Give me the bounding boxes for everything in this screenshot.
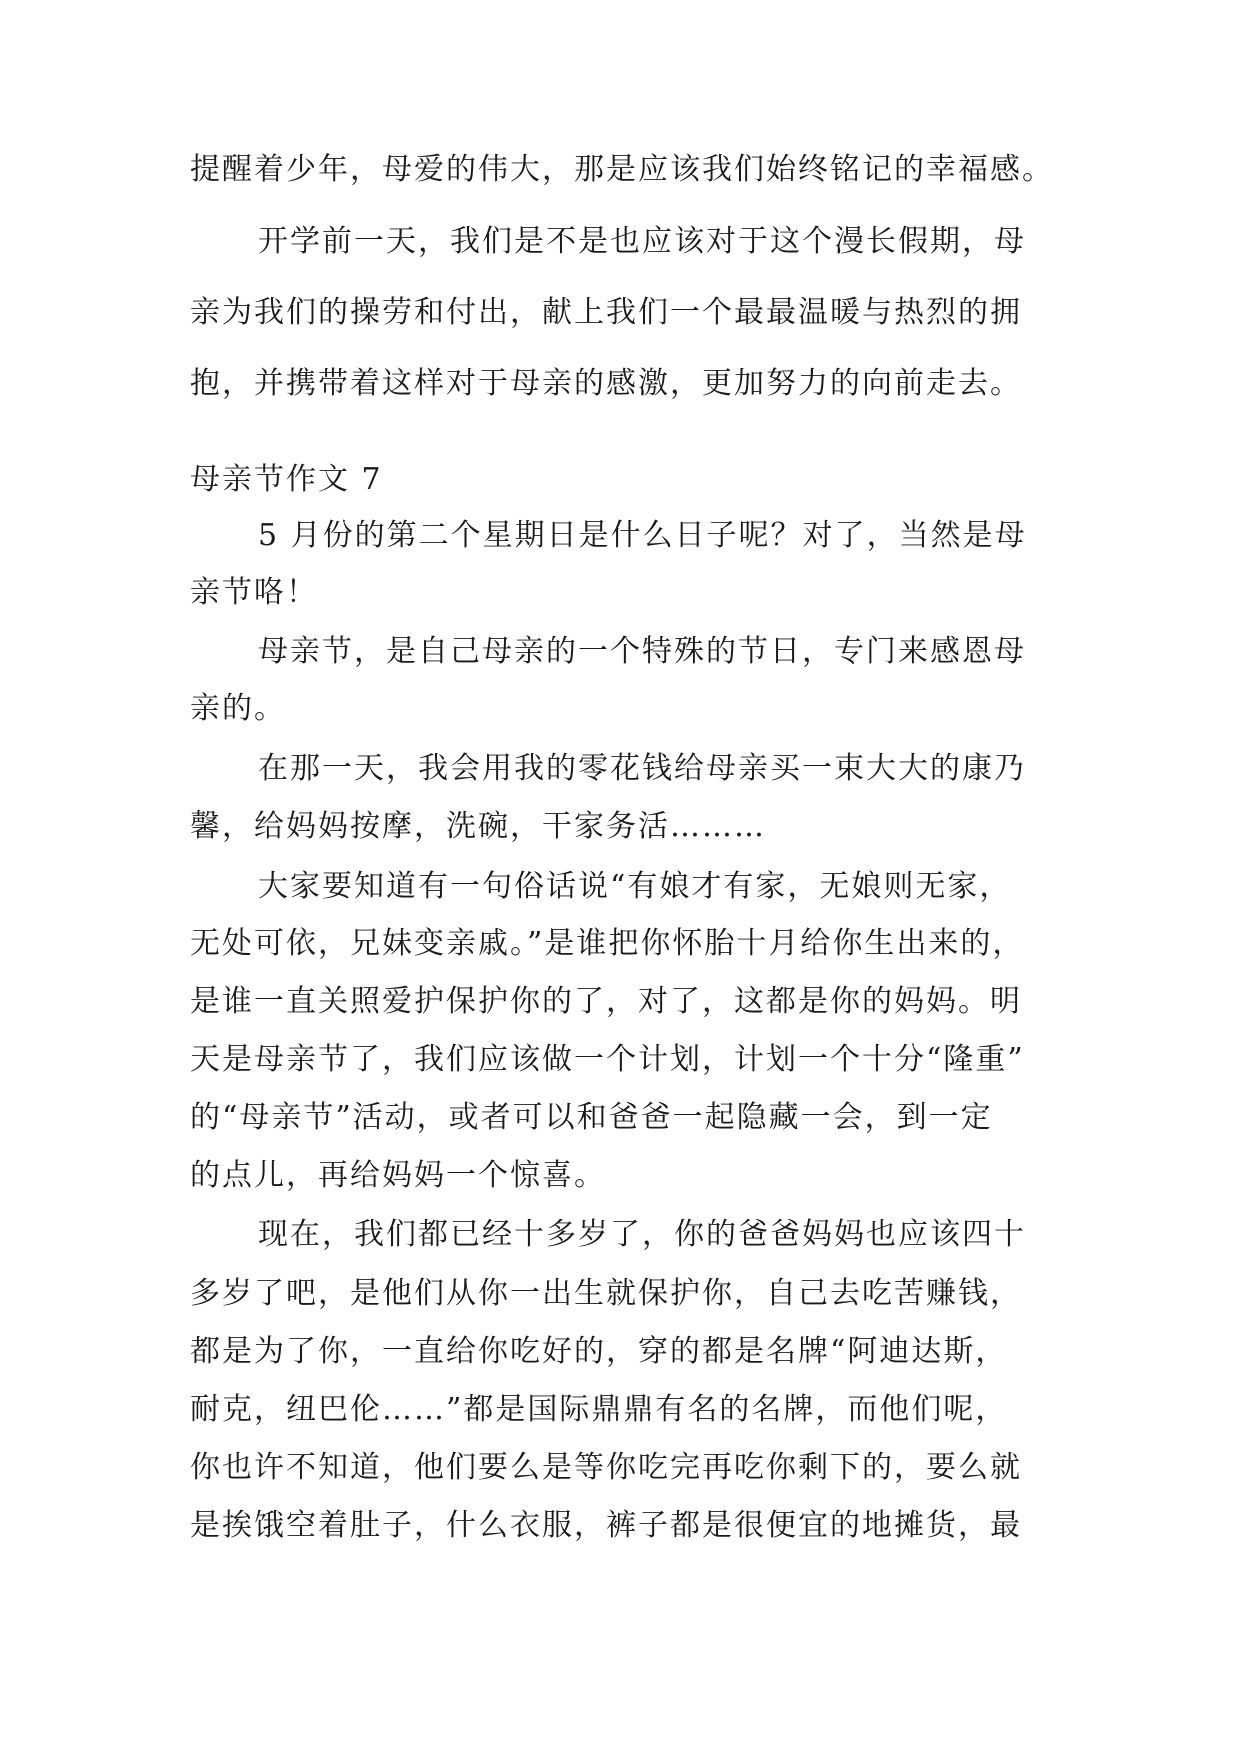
text-line: 现在，我们都已经十多岁了，你的爸爸妈妈也应该四十 [258, 1217, 1026, 1252]
text-line: 亲的。 [190, 691, 286, 726]
text-line: 大家要知道有一句俗话说“有娘才有家，无娘则无家， [258, 869, 1012, 904]
text-line: 在那一天，我会用我的零花钱给母亲买一束大大的康乃 [258, 751, 1026, 786]
text-line: 馨，给妈妈按摩，洗碗，干家务活……… [190, 809, 766, 844]
text-line: 都是为了你，一直给你吃好的，穿的都是名牌“阿迪达斯， [190, 1334, 1008, 1369]
text-line: 的“母亲节”活动，或者可以和爸爸一起隐藏一会，到一定 [190, 1100, 993, 1135]
text-line: 你也许不知道，他们要么是等你吃完再吃你剩下的，要么就 [190, 1450, 1022, 1485]
text-line: 多岁了吧，是他们从你一出生就保护你，自己去吃苦赚钱， [190, 1276, 1022, 1311]
text-line: 提醒着少年，母爱的伟大，那是应该我们始终铭记的幸福感。 [190, 152, 1054, 187]
text-line: 是挨饿空着肚子，什么衣服，裤子都是很便宜的地摊货，最 [190, 1508, 1022, 1543]
text-line: 是谁一直关照爱护保护你的了，对了，这都是你的妈妈。明 [190, 984, 1022, 1019]
text-line: 无处可依，兄妹变亲戚。”是谁把你怀胎十月给你生出来的， [190, 926, 1025, 961]
text-line: 亲节咯！ [190, 575, 318, 610]
section-heading: 母亲节作文 7 [190, 462, 383, 497]
text-line: 的点儿，再给妈妈一个惊喜。 [190, 1158, 606, 1193]
text-line: 天是母亲节了，我们应该做一个计划，计划一个十分“隆重” [190, 1042, 1025, 1077]
text-line: 母亲节，是自己母亲的一个特殊的节日，专门来感恩母 [258, 634, 1026, 669]
text-line: 耐克，纽巴伦……”都是国际鼎鼎有名的名牌，而他们呢， [190, 1392, 1008, 1427]
text-line: 5 月份的第二个星期日是什么日子呢？对了，当然是母 [258, 518, 1027, 553]
text-line: 亲为我们的操劳和付出，献上我们一个最最温暖与热烈的拥 [190, 295, 1022, 330]
text-line: 开学前一天，我们是不是也应该对于这个漫长假期，母 [258, 224, 1026, 259]
text-line: 抱，并携带着这样对于母亲的感激，更加努力的向前走去。 [190, 366, 1022, 401]
